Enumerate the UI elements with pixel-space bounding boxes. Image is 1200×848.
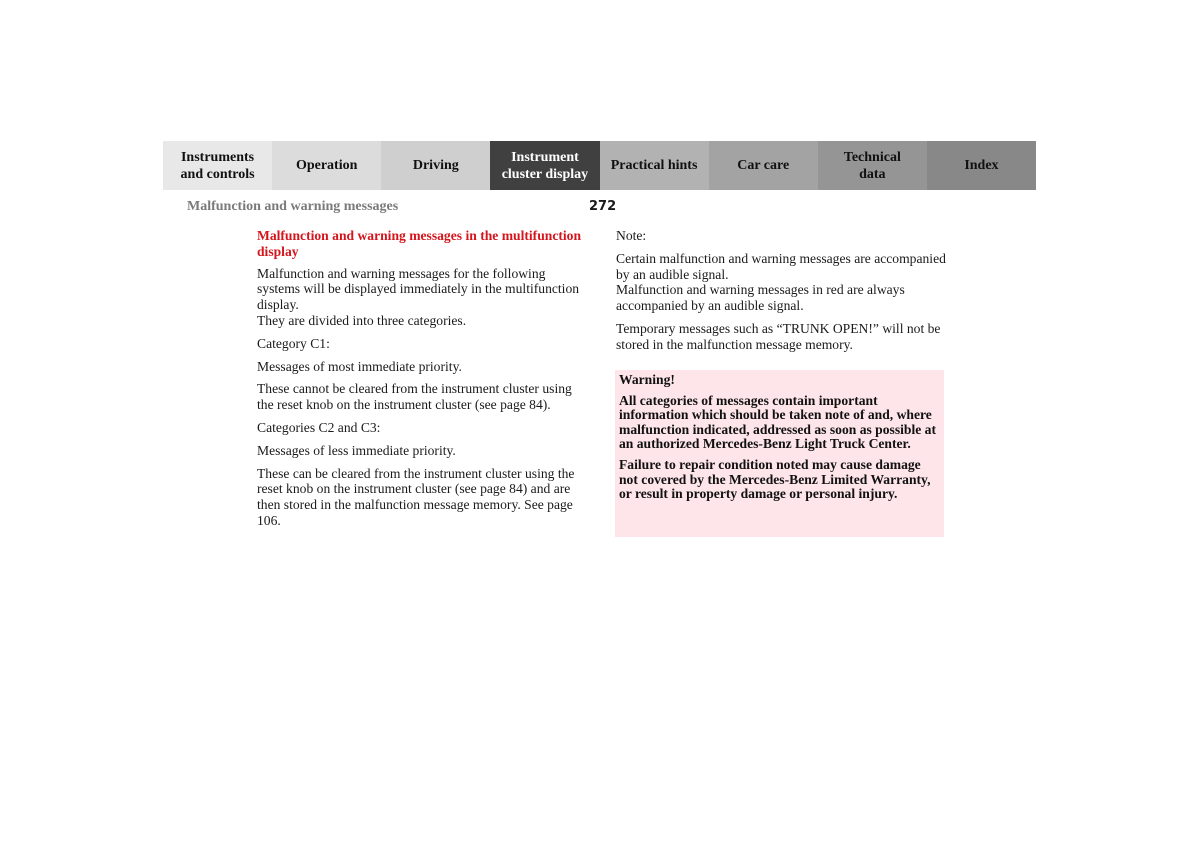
paragraph: Malfunction and warning messages for the following systems will be displayed immediately in the multifunction display. They are divided into three categories. xyxy=(257,265,580,328)
tab-operation[interactable]: Operation xyxy=(272,141,381,190)
section-title: Malfunction and warning messages xyxy=(187,199,399,214)
chapter-tab-bar xyxy=(163,141,1036,190)
left-column xyxy=(257,228,587,536)
paragraph: Category C1: xyxy=(257,335,330,351)
page-number: 272 xyxy=(589,199,617,214)
tab-index[interactable]: Index xyxy=(927,141,1036,190)
tab-practical-hints[interactable]: Practical hints xyxy=(600,141,709,190)
paragraph: These can be cleared from the instrument cluster using the reset knob on the instrument cluster (see page 84) and are then stored in the malfunction message memory. See page 106. xyxy=(257,465,575,528)
paragraph: Categories C2 and C3: xyxy=(257,419,381,435)
warning-paragraph: All categories of messages contain important information which should be taken note of and, where malfunction indicated, addressed as soon as possible at an authorized Mercedes-Benz Light Truck Center. xyxy=(619,392,936,452)
tab-instrument-cluster-display[interactable]: Instrument cluster display xyxy=(490,141,599,190)
paragraph: Messages of most immediate priority. xyxy=(257,358,462,374)
tab-instruments-and-controls[interactable]: Instruments and controls xyxy=(163,141,272,190)
paragraph: These cannot be cleared from the instrument cluster using the reset knob on the instrument cluster (see page 84). xyxy=(257,381,572,413)
paragraph: Certain malfunction and warning messages are accompanied by an audible signal. Malfunction and warning messages in red are always accompanied by an audible signal. xyxy=(616,250,946,314)
tab-car-care[interactable]: Car care xyxy=(709,141,818,190)
warning-title: Warning! xyxy=(619,372,675,387)
paragraph: Messages of less immediate priority. xyxy=(257,442,456,458)
right-column xyxy=(616,228,946,360)
warning-box xyxy=(615,370,944,537)
content-heading: Malfunction and warning messages in the multifunction display xyxy=(257,228,582,259)
tab-technical-data[interactable]: Technical data xyxy=(818,141,927,190)
paragraph: Temporary messages such as “TRUNK OPEN!” will not be stored in the malfunction message memory. xyxy=(616,320,941,352)
tab-driving[interactable]: Driving xyxy=(381,141,490,190)
note-label: Note: xyxy=(616,228,647,243)
warning-paragraph: Failure to repair condition noted may cause damage not covered by the Mercedes-Benz Limited Warranty, or result in property damage or personal injury. xyxy=(619,456,931,502)
